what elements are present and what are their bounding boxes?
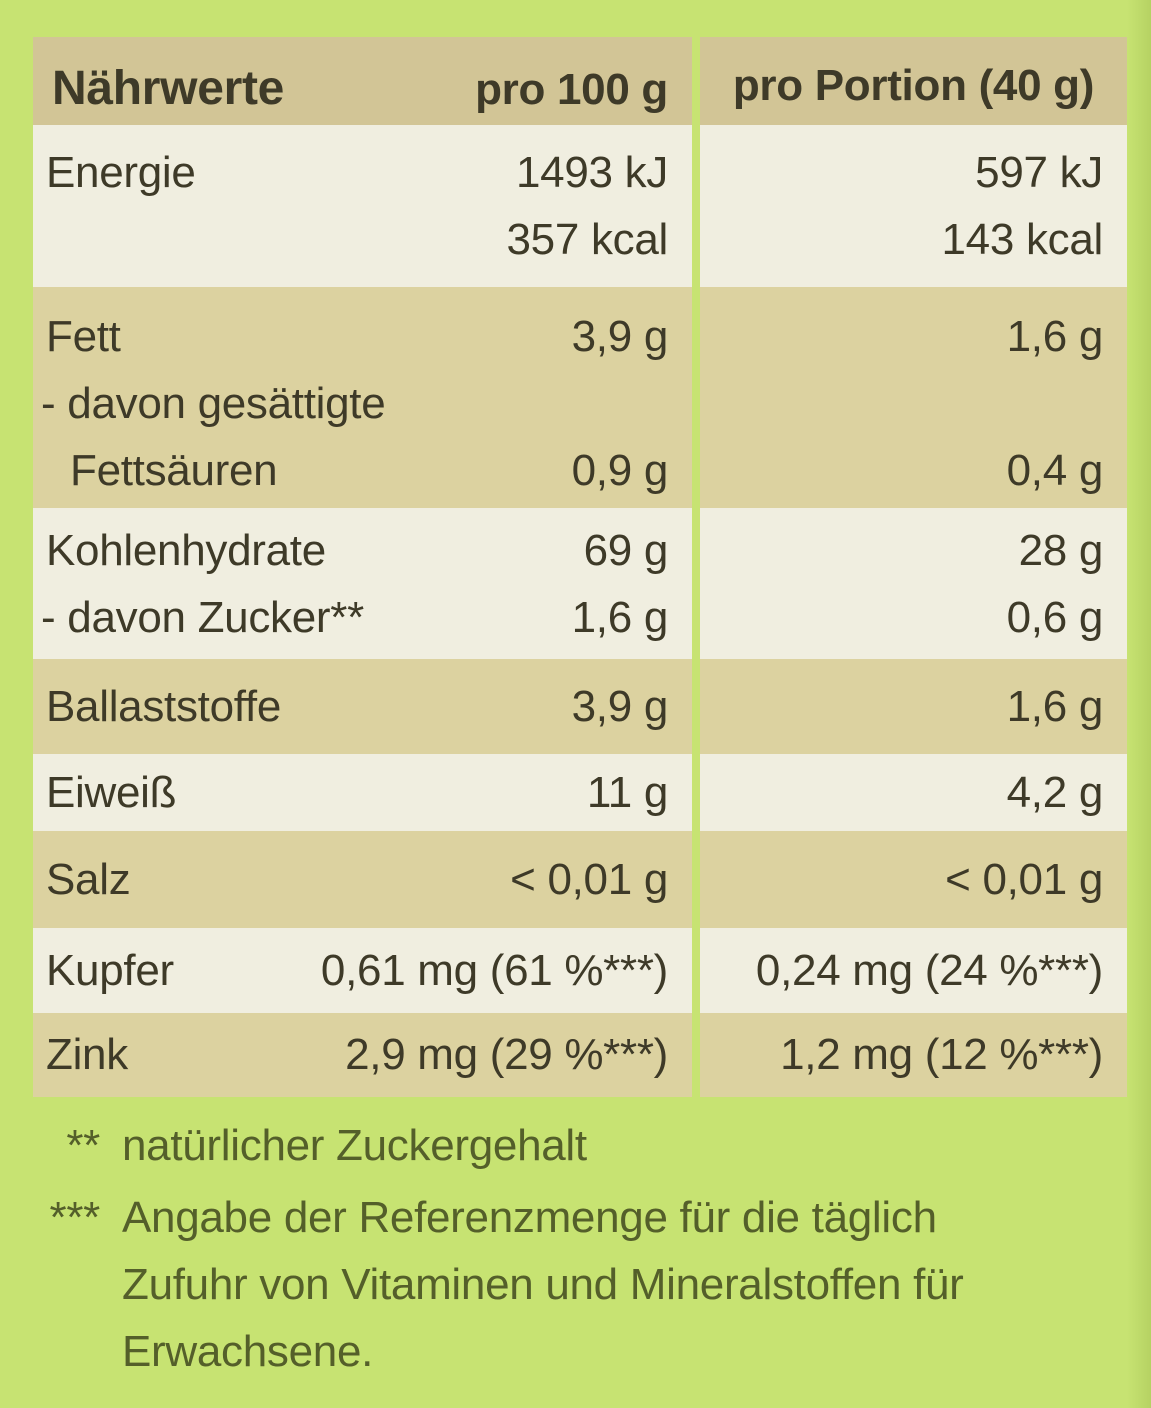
value-portion: < 0,01 g <box>945 854 1103 904</box>
fett-line-2 <box>33 370 692 437</box>
value-per-100g: 0,61 mg (61 %***) <box>320 945 668 995</box>
value-per-100g: 3,9 g <box>571 681 668 731</box>
package-edge-shade <box>1127 0 1151 1408</box>
row-energie <box>33 125 692 287</box>
row-fett-portion <box>700 287 1127 508</box>
header-row-portion <box>700 37 1127 125</box>
value-portion: 1,6 g <box>1006 681 1103 731</box>
value-per-100g-zucker: 1,6 g <box>571 593 668 642</box>
nutrient-label: Salz <box>46 854 131 904</box>
row-eiweiss <box>33 754 692 831</box>
nutrient-label: Fett <box>46 312 121 361</box>
nutrient-label: Ballaststoffe <box>46 681 281 731</box>
value-per-100g: 11 g <box>586 767 668 817</box>
row-kupfer-portion <box>700 928 1127 1013</box>
fett-line-3 <box>33 437 692 504</box>
nutrient-label: Kohlenhydrate <box>46 526 326 575</box>
value-per-100g-kj: 1493 kJ <box>515 148 668 197</box>
row-zink-portion <box>700 1013 1127 1097</box>
value-portion: 28 g <box>1018 526 1103 575</box>
value-per-100g: 2,9 mg (29 %***) <box>345 1030 668 1079</box>
kohlenhydrate-line-2 <box>33 584 692 651</box>
row-fett <box>33 287 692 508</box>
footnote-line: natürlicher Zuckergehalt <box>122 1121 587 1170</box>
footnote-line: Angabe der Referenzmenge für die täglich <box>122 1193 937 1242</box>
row-zink <box>33 1013 692 1097</box>
footnote-line: Erwachsene. <box>122 1327 374 1376</box>
nutrient-label: Eiweiß <box>46 767 177 817</box>
footnote-marker: *** <box>49 1193 100 1242</box>
footnotes <box>0 1112 1075 1385</box>
energie-line-2 <box>33 206 692 273</box>
table-title: Nährwerte <box>52 62 285 115</box>
kohlenhydrate-line-1 <box>33 517 692 584</box>
row-kupfer <box>33 928 692 1013</box>
value-portion-kj: 597 kJ <box>975 148 1103 197</box>
value-portion: 1,2 mg (12 %***) <box>780 1030 1103 1079</box>
row-ballaststoffe-portion <box>700 659 1127 754</box>
row-kohlenhydrate <box>33 508 692 659</box>
nutrient-sublabel: - davon gesättigte <box>41 379 386 428</box>
row-energie-portion <box>700 125 1127 287</box>
nutrient-label: Zink <box>46 1030 128 1079</box>
row-salz-portion <box>700 831 1127 928</box>
fett-line-1 <box>33 303 692 370</box>
col-header-per-100g: pro 100 g <box>475 65 668 114</box>
col-header-portion: pro Portion (40 g) <box>732 61 1095 110</box>
nutrition-table-per-portion <box>700 37 1127 1097</box>
nutrient-sublabel: Fettsäuren <box>70 446 278 495</box>
nutrient-label: Energie <box>46 148 196 197</box>
nutrient-sublabel: - davon Zucker** <box>41 593 364 642</box>
value-per-100g: < 0,01 g <box>510 854 668 904</box>
header-row <box>33 37 692 125</box>
value-portion-kcal: 143 kcal <box>941 215 1103 264</box>
footnote-zucker <box>0 1112 1075 1179</box>
value-per-100g: 3,9 g <box>571 312 668 361</box>
value-per-100g-gesaettigt: 0,9 g <box>571 446 668 495</box>
nutrition-table-per-100g <box>33 37 692 1097</box>
value-portion: 4,2 g <box>1006 767 1103 817</box>
value-portion: 1,6 g <box>1006 312 1103 361</box>
value-per-100g-kcal: 357 kcal <box>506 215 668 264</box>
value-portion: 0,24 mg (24 %***) <box>755 945 1103 995</box>
row-ballaststoffe <box>33 659 692 754</box>
row-kohlenhydrate-portion <box>700 508 1127 659</box>
footnote-line: Zufuhr von Vitaminen und Mineralstoffen für <box>122 1260 964 1309</box>
footnote-referenzmenge <box>0 1184 1075 1385</box>
row-eiweiss-portion <box>700 754 1127 831</box>
nutrient-label: Kupfer <box>46 945 174 995</box>
value-portion-gesaettigt: 0,4 g <box>1006 446 1103 495</box>
footnote-marker: ** <box>66 1121 100 1170</box>
value-per-100g: 69 g <box>583 526 668 575</box>
energie-line-1 <box>33 139 692 206</box>
row-salz <box>33 831 692 928</box>
value-portion-zucker: 0,6 g <box>1006 593 1103 642</box>
